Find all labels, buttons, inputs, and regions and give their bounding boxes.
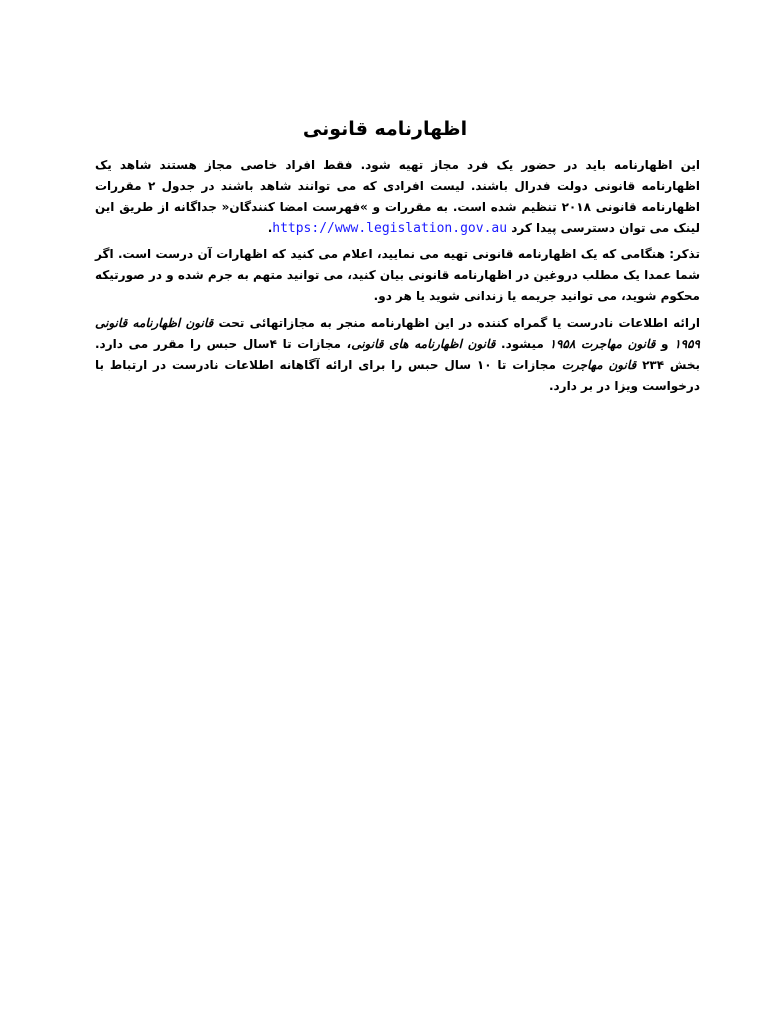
paragraph-witness-end: . bbox=[267, 221, 273, 235]
law-name-statutory-declarations-act-short: قانون اظهارنامه های قانونی bbox=[351, 337, 496, 351]
paragraph-witness-requirements bbox=[95, 155, 700, 239]
penalties-text-5: مجازات تا ۱۰ سال حبس را برای ارائه آگاهانه اطلاعات نادرست در ارتباط با درخواست ویزا در بر دارد. bbox=[95, 358, 700, 393]
law-name-statutory-declarations-act: قانون اظهارنامه قانونی ۱۹۵۹ bbox=[95, 316, 700, 351]
law-name-migration-act: قانون مهاجرت ۱۹۵۸ bbox=[549, 337, 656, 351]
paragraph-penalties bbox=[95, 313, 700, 397]
penalties-text-1: ارائه اطلاعات نادرست یا گمراه کننده در این اظهارنامه منجر به مجازاتهائی تحت bbox=[213, 316, 700, 330]
document-title: اظهارنامه قانونی bbox=[302, 118, 468, 140]
penalties-text-4: ، مجازات تا ۴سال حبس را مقرر می دارد. بخش ۲۳۴ bbox=[95, 337, 700, 372]
legislation-link[interactable]: https://www.legislation.gov.au bbox=[272, 221, 508, 236]
paragraph-witness-text: این اظهارنامه باید در حضور یک فرد مجاز تهیه شود. فقط افراد خاصی مجاز هستند شاهد یک اظهارنامه قانونی دولت فدرال باشند. لیست افرادی که می توانند شاهد باشند در جدول ۲ مقررات اظهارنامه قانونی ۲۰۱۸ تنظیم شده است. به مقررات و »فهرست امضا کنندگان« جداگانه از طریق این لینک می توان دسترسی پیدا کرد bbox=[95, 158, 701, 235]
penalties-text-3: میشود. bbox=[495, 337, 550, 351]
law-name-migration-act-short: قانون مهاجرت bbox=[561, 358, 637, 372]
penalties-text-2: و bbox=[655, 337, 675, 351]
paragraph-warning: تذکر: هنگامی که یک اظهارنامه قانونی تهیه می نمایید، اعلام می کنید که اظهارات آن درست است. اگر شما عمدا یک مطلب دروغین در اظهارنامه قانونی بیان کنید، می توانید متهم به جرم شده و در صورتیکه محکوم شوید، می توانید جریمه یا زندانی شوید یا هر دو. bbox=[95, 247, 700, 303]
